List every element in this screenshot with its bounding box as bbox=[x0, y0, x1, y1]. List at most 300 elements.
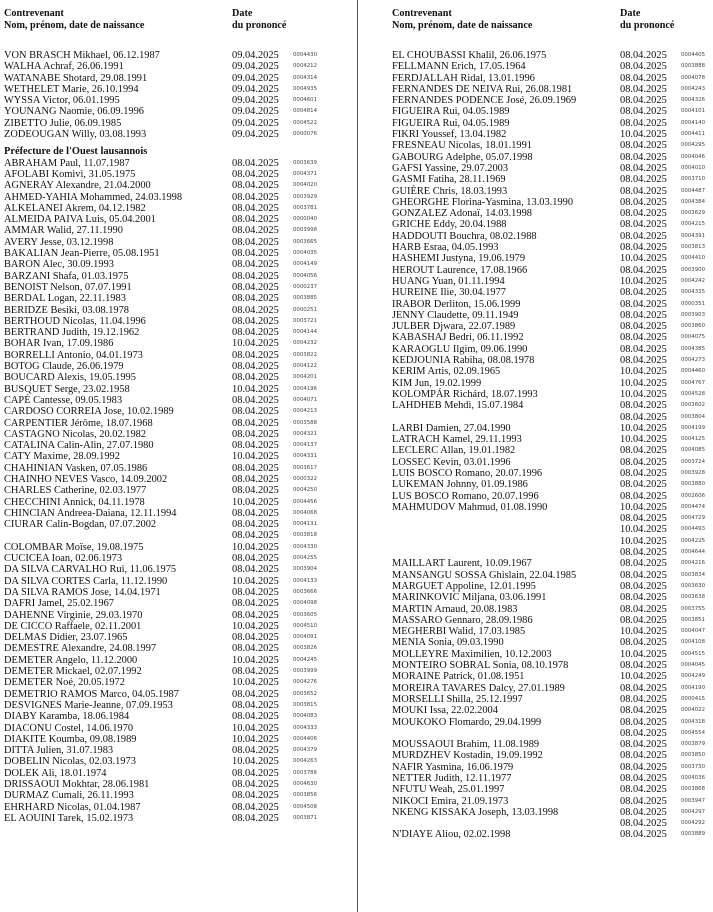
person-name: BORRELLI Antonio, 04.01.1973 bbox=[4, 349, 143, 361]
person-name: NFUTU Weah, 25.01.1997 bbox=[392, 784, 505, 796]
person-name: DA SILVA RAMOS Jose, 14.04.1971 bbox=[4, 586, 161, 598]
person-name: MEGHERBI Walid, 17.03.1985 bbox=[392, 626, 526, 638]
case-code: 0004644 bbox=[681, 549, 706, 556]
case-code: 0003822 bbox=[293, 351, 318, 358]
pronounce-date: 08.04.2025 bbox=[620, 332, 667, 344]
right-column bbox=[392, 8, 709, 841]
person-name: CHAHINIAN Vasken, 07.05.1986 bbox=[4, 462, 148, 474]
list-item bbox=[392, 50, 709, 61]
pronounce-date: 08.04.2025 bbox=[232, 157, 279, 169]
case-code: 0004122 bbox=[293, 363, 318, 370]
list-item bbox=[392, 400, 709, 411]
pronounce-date: 08.04.2025 bbox=[620, 174, 667, 186]
list-item-extra bbox=[392, 818, 709, 829]
list-item bbox=[392, 332, 709, 343]
person-name: GASMI Fatiha, 28.11.1969 bbox=[392, 174, 506, 186]
pronounce-date: 09.04.2025 bbox=[232, 129, 279, 141]
person-name: ZIBETTO Julie, 06.09.1985 bbox=[4, 117, 122, 129]
pronounce-date: 10.04.2025 bbox=[620, 422, 667, 434]
list-item bbox=[392, 344, 709, 355]
list-item bbox=[4, 474, 349, 485]
pronounce-date: 08.04.2025 bbox=[232, 406, 279, 418]
case-code: 0004405 bbox=[681, 52, 706, 58]
case-code: 0003781 bbox=[293, 204, 318, 211]
list-item bbox=[4, 106, 349, 117]
person-name: FELLMANN Erich, 17.05.1964 bbox=[392, 61, 526, 73]
person-name: DA SILVA CARVALHO Rui, 11.06.1975 bbox=[4, 564, 177, 576]
list-item bbox=[4, 129, 349, 140]
pronounce-date: 08.04.2025 bbox=[232, 394, 279, 406]
person-name: DIABY Karamba, 18.06.1984 bbox=[4, 711, 130, 723]
pronounce-date: 08.04.2025 bbox=[620, 83, 667, 95]
pronounce-date: 08.04.2025 bbox=[232, 688, 279, 700]
pronounce-date: 09.04.2025 bbox=[232, 95, 279, 107]
list-item bbox=[392, 829, 709, 840]
list-item bbox=[392, 649, 709, 660]
list-item bbox=[4, 700, 349, 711]
case-code: 0003721 bbox=[293, 317, 318, 324]
case-code: 0004131 bbox=[293, 521, 318, 528]
date-header-right bbox=[620, 8, 674, 31]
case-code: 0004213 bbox=[293, 408, 318, 415]
list-item bbox=[4, 259, 349, 270]
left-header bbox=[4, 8, 349, 36]
list-item bbox=[4, 180, 349, 191]
list-item bbox=[392, 773, 709, 784]
case-code: 0004384 bbox=[681, 198, 706, 205]
list-item-extra bbox=[392, 536, 709, 547]
pronounce-date: 08.04.2025 bbox=[232, 553, 279, 565]
pronounce-date: 08.04.2025 bbox=[620, 467, 667, 479]
pronounce-date: 08.04.2025 bbox=[620, 784, 667, 796]
pronounce-date: 10.04.2025 bbox=[620, 535, 667, 547]
person-name: BERTHOUD Nicolas, 11.04.1996 bbox=[4, 315, 146, 327]
pronounce-date: 08.04.2025 bbox=[620, 355, 667, 367]
case-code: 0003629 bbox=[681, 210, 706, 217]
pronounce-date: 08.04.2025 bbox=[620, 705, 667, 717]
list-item bbox=[4, 372, 349, 383]
pronounce-date: 08.04.2025 bbox=[232, 281, 279, 293]
list-item bbox=[4, 203, 349, 214]
list-item bbox=[4, 118, 349, 129]
list-item bbox=[392, 140, 709, 151]
name-header bbox=[4, 8, 144, 31]
case-code: 0003860 bbox=[681, 323, 706, 330]
pronounce-date: 08.04.2025 bbox=[620, 61, 667, 73]
right-list bbox=[392, 50, 709, 841]
case-code: 0004091 bbox=[293, 634, 318, 641]
pronounce-date: 08.04.2025 bbox=[620, 806, 667, 818]
list-item bbox=[392, 502, 709, 513]
pronounce-date: 08.04.2025 bbox=[620, 162, 667, 174]
list-item bbox=[392, 355, 709, 366]
list-item bbox=[4, 632, 349, 643]
person-name: DEMETER Angelo, 11.12.2000 bbox=[4, 654, 138, 666]
list-item bbox=[392, 299, 709, 310]
case-code: 0003880 bbox=[681, 481, 706, 488]
list-item bbox=[4, 802, 349, 813]
list-item bbox=[392, 660, 709, 671]
list-item bbox=[392, 592, 709, 603]
pronounce-date: 10.04.2025 bbox=[620, 366, 667, 378]
list-item bbox=[4, 677, 349, 688]
pronounce-date: 08.04.2025 bbox=[620, 298, 667, 310]
person-name: HEROUT Laurence, 17.08.1966 bbox=[392, 264, 528, 276]
list-item bbox=[392, 445, 709, 456]
pronounce-date: 10.04.2025 bbox=[620, 626, 667, 638]
list-item bbox=[392, 479, 709, 490]
case-code: 0003652 bbox=[293, 690, 318, 697]
case-code: 0003947 bbox=[681, 797, 706, 804]
pronounce-date: 08.04.2025 bbox=[620, 400, 667, 412]
case-code: 0003730 bbox=[681, 763, 706, 770]
case-code: 0000351 bbox=[681, 300, 706, 307]
case-code: 0004242 bbox=[681, 277, 706, 284]
list-item-extra bbox=[392, 524, 709, 535]
list-item-extra bbox=[392, 513, 709, 524]
case-code: 0004333 bbox=[293, 724, 318, 731]
person-name: WETHELET Marie, 26.10.1994 bbox=[4, 83, 139, 95]
case-code: 0004411 bbox=[681, 131, 706, 138]
pronounce-date: 08.04.2025 bbox=[620, 309, 667, 321]
pronounce-date: 08.04.2025 bbox=[620, 716, 667, 728]
case-code: 0004456 bbox=[293, 498, 318, 505]
case-code: 0004371 bbox=[293, 170, 318, 177]
pronounce-date: 08.04.2025 bbox=[620, 151, 667, 163]
person-name: MOLLEYRE Maximilien, 10.12.2003 bbox=[392, 648, 552, 660]
list-item bbox=[392, 389, 709, 400]
case-code: 0004212 bbox=[293, 63, 318, 70]
case-code: 0003868 bbox=[681, 786, 706, 793]
list-item bbox=[392, 807, 709, 818]
person-name: MARGUET Appoline, 12.01.1995 bbox=[392, 580, 536, 592]
case-code: 0004729 bbox=[681, 515, 706, 522]
pronounce-date: 08.04.2025 bbox=[232, 711, 279, 723]
pronounce-date: 09.04.2025 bbox=[232, 83, 279, 95]
case-code: 0004020 bbox=[293, 182, 318, 189]
case-code: 0004460 bbox=[681, 368, 706, 375]
pronounce-date: 08.04.2025 bbox=[232, 202, 279, 214]
pronounce-date: 10.04.2025 bbox=[232, 575, 279, 587]
list-item bbox=[4, 790, 349, 801]
column-divider bbox=[357, 0, 358, 912]
person-name: JULBER Djwara, 22.07.1989 bbox=[392, 321, 516, 333]
case-code: 0004314 bbox=[293, 74, 318, 81]
pronounce-date: 08.04.2025 bbox=[232, 801, 279, 813]
list-item bbox=[4, 643, 349, 654]
person-name: NAFIR Yasmina, 16.06.1979 bbox=[392, 761, 514, 773]
person-name: KABASHAJ Bedri, 06.11.1992 bbox=[392, 332, 524, 344]
pronounce-date: 08.04.2025 bbox=[620, 411, 667, 423]
case-code: 0004814 bbox=[293, 108, 318, 115]
list-item bbox=[4, 734, 349, 745]
list-item bbox=[4, 779, 349, 790]
case-code: 0003617 bbox=[293, 464, 318, 471]
list-item bbox=[4, 768, 349, 779]
case-code: 0003602 bbox=[681, 402, 706, 409]
case-code: 0004493 bbox=[681, 526, 706, 533]
list-item-extra bbox=[392, 412, 709, 423]
person-name: DITTA Julien, 31.07.1983 bbox=[4, 745, 114, 757]
case-code: 0004215 bbox=[681, 221, 706, 228]
person-name: KEDJOUNIA Rabiha, 08.08.1978 bbox=[392, 355, 535, 367]
list-item bbox=[392, 671, 709, 682]
case-code: 0004406 bbox=[293, 735, 318, 742]
list-item bbox=[4, 95, 349, 106]
person-name: DRISSAOUI Mokhtar, 28.06.1981 bbox=[4, 779, 150, 790]
case-code: 0004216 bbox=[681, 560, 706, 567]
person-name: WYSSA Victor, 06.01.1995 bbox=[4, 95, 120, 107]
pronounce-date: 08.04.2025 bbox=[620, 614, 667, 626]
pronounce-date: 08.04.2025 bbox=[620, 513, 667, 525]
case-code: 0004508 bbox=[293, 803, 318, 810]
pronounce-date: 08.04.2025 bbox=[620, 693, 667, 705]
person-name: FIGUEIRA Rui, 04.05.1989 bbox=[392, 117, 510, 129]
list-item bbox=[4, 485, 349, 496]
person-name: DOBELIN Nicolas, 02.03.1973 bbox=[4, 756, 136, 768]
case-code: 0004385 bbox=[681, 345, 706, 352]
list-item bbox=[4, 756, 349, 767]
case-code: 0004232 bbox=[293, 340, 318, 347]
pronounce-date: 08.04.2025 bbox=[232, 812, 279, 824]
pronounce-date: 08.04.2025 bbox=[620, 569, 667, 581]
case-code: 0004335 bbox=[681, 289, 706, 296]
list-item bbox=[392, 95, 709, 106]
case-code: 0004276 bbox=[293, 679, 318, 686]
pronounce-date: 08.04.2025 bbox=[620, 230, 667, 242]
pronounce-date: 08.04.2025 bbox=[232, 699, 279, 711]
person-name: BOUCARD Alexis, 19.05.1995 bbox=[4, 372, 136, 384]
case-code: 0004140 bbox=[681, 119, 706, 126]
pronounce-date: 08.04.2025 bbox=[232, 304, 279, 316]
case-code: 0004326 bbox=[681, 97, 706, 104]
person-name: CHECCHINI Annick, 04.11.1978 bbox=[4, 496, 145, 508]
person-name: CHINCIAN Andreea-Daiana, 12.11.1994 bbox=[4, 507, 177, 519]
list-item bbox=[392, 604, 709, 615]
person-name: COLOMBAR Moïse, 19.08.1975 bbox=[4, 541, 144, 553]
person-name: MENIA Sonia, 09.03.1990 bbox=[392, 637, 504, 649]
pronounce-date: 08.04.2025 bbox=[232, 270, 279, 282]
pronounce-date: 08.04.2025 bbox=[232, 609, 279, 621]
pronounce-date: 10.04.2025 bbox=[620, 129, 667, 141]
person-name: MOUSSAOUI Brahim, 11.08.1989 bbox=[392, 739, 540, 751]
list-item bbox=[4, 395, 349, 406]
person-name: BOTOG Claude, 26.06.1979 bbox=[4, 361, 124, 373]
person-name: GONZALEZ Adonaï, 14.03.1998 bbox=[392, 208, 532, 220]
case-code: 0003605 bbox=[293, 611, 318, 618]
list-item bbox=[4, 192, 349, 203]
case-code: 0004022 bbox=[681, 707, 706, 714]
person-name: CUCICEA Ioan, 02.06.1973 bbox=[4, 553, 123, 565]
pronounce-date: 10.04.2025 bbox=[620, 388, 667, 400]
pronounce-date: 08.04.2025 bbox=[620, 773, 667, 784]
case-code: 0004331 bbox=[293, 453, 318, 460]
person-name: GHEORGHE Florina-Yasmina, 13.03.1990 bbox=[392, 196, 574, 208]
pronounce-date: 10.04.2025 bbox=[620, 253, 667, 265]
case-code: 0004071 bbox=[293, 396, 318, 403]
case-code: 0004245 bbox=[293, 656, 318, 663]
pronounce-date: 09.04.2025 bbox=[232, 61, 279, 73]
list-item bbox=[4, 225, 349, 236]
person-name: CHAINHO NEVES Vasco, 14.09.2002 bbox=[4, 473, 168, 485]
list-item bbox=[4, 587, 349, 598]
case-code: 0004255 bbox=[293, 555, 318, 562]
pronounce-date: 08.04.2025 bbox=[232, 530, 279, 542]
pronounce-date: 08.04.2025 bbox=[232, 191, 279, 203]
case-code: 0003588 bbox=[293, 419, 318, 426]
person-name: CARDOSO CORREIA Jose, 10.02.1989 bbox=[4, 406, 174, 418]
person-name: AGNERAY Alexandre, 21.04.2000 bbox=[4, 180, 151, 192]
list-item bbox=[4, 621, 349, 632]
pronounce-date: 08.04.2025 bbox=[232, 507, 279, 519]
pronounce-date: 08.04.2025 bbox=[620, 106, 667, 118]
case-code: 0004199 bbox=[681, 424, 706, 431]
list-item bbox=[392, 434, 709, 445]
person-name: LUKEMAN Johnny, 01.09.1986 bbox=[392, 479, 528, 491]
list-item bbox=[392, 106, 709, 117]
list-item bbox=[392, 750, 709, 761]
person-name: DESVIGNES Marie-Jeanne, 07.09.1953 bbox=[4, 699, 173, 711]
case-code: 0003889 bbox=[681, 831, 706, 838]
list-item bbox=[4, 84, 349, 95]
name-header-right bbox=[392, 8, 532, 31]
list-item bbox=[392, 129, 709, 140]
person-name: MORAINE Patrick, 01.08.1951 bbox=[392, 671, 525, 683]
pronounce-date: 08.04.2025 bbox=[620, 795, 667, 807]
pronounce-date: 10.04.2025 bbox=[620, 377, 667, 389]
pronounce-date: 08.04.2025 bbox=[620, 185, 667, 197]
list-item bbox=[4, 451, 349, 462]
person-name: DIAKITE Koumba, 09.08.1989 bbox=[4, 733, 137, 745]
case-code: 0003900 bbox=[681, 266, 706, 273]
person-name: LAHDHEB Mehdi, 15.07.1984 bbox=[392, 400, 524, 412]
person-name: BENOIST Nelson, 07.07.1991 bbox=[4, 281, 132, 293]
pronounce-date: 08.04.2025 bbox=[232, 779, 279, 790]
case-code: 0004190 bbox=[681, 684, 706, 691]
list-item bbox=[392, 152, 709, 163]
person-name: DA SILVA CORTES Carla, 11.12.1990 bbox=[4, 575, 168, 587]
case-code: 0004036 bbox=[681, 775, 706, 781]
case-code: 0003871 bbox=[293, 814, 318, 821]
case-code: 0004554 bbox=[681, 729, 706, 736]
pronounce-date: 08.04.2025 bbox=[232, 214, 279, 226]
list-item bbox=[4, 813, 349, 824]
list-item bbox=[4, 61, 349, 72]
pronounce-date: 10.04.2025 bbox=[620, 434, 667, 446]
list-item bbox=[4, 327, 349, 338]
case-code: 0004078 bbox=[681, 74, 706, 81]
person-name: FERNANDES PODENCE José, 26.09.1969 bbox=[392, 95, 577, 107]
case-code: 0003755 bbox=[681, 605, 706, 612]
person-name: HUANG Yuan, 01.11.1994 bbox=[392, 275, 505, 287]
pronounce-date: 08.04.2025 bbox=[232, 745, 279, 757]
left-list bbox=[4, 158, 349, 825]
pronounce-date: 08.04.2025 bbox=[232, 632, 279, 644]
list-item bbox=[4, 440, 349, 451]
case-code: 0000237 bbox=[293, 283, 318, 290]
list-item bbox=[4, 745, 349, 756]
pronounce-date: 08.04.2025 bbox=[232, 428, 279, 440]
list-item bbox=[4, 293, 349, 304]
list-item bbox=[392, 615, 709, 626]
person-name: CIURAR Calin-Bogdan, 07.07.2002 bbox=[4, 519, 157, 531]
list-item bbox=[4, 429, 349, 440]
list-item bbox=[392, 570, 709, 581]
list-item bbox=[392, 61, 709, 72]
list-item bbox=[392, 468, 709, 479]
person-name: MANSANGU SOSSA Ghislain, 22.04.1985 bbox=[392, 569, 577, 581]
pronounce-date: 10.04.2025 bbox=[232, 338, 279, 350]
list-item bbox=[4, 361, 349, 372]
person-name: FIKRI Youssef, 13.04.1982 bbox=[392, 129, 507, 141]
case-code: 0004330 bbox=[293, 543, 318, 550]
case-code: 0003834 bbox=[681, 571, 706, 578]
pronounce-date: 10.04.2025 bbox=[620, 648, 667, 660]
date-header bbox=[232, 8, 286, 31]
person-name: FRESNEAU Nicolas, 18.01.1991 bbox=[392, 140, 532, 152]
case-code: 0004515 bbox=[681, 650, 706, 657]
person-name: MOUKI Issa, 22.02.2004 bbox=[392, 705, 498, 717]
person-name: BUSQUET Serge, 23.02.1958 bbox=[4, 383, 130, 395]
case-code: 0004085 bbox=[681, 447, 706, 454]
pronounce-date: 10.04.2025 bbox=[620, 524, 667, 536]
pronounce-date: 08.04.2025 bbox=[232, 643, 279, 655]
pronounce-date: 08.04.2025 bbox=[620, 479, 667, 491]
case-code: 0003856 bbox=[293, 792, 318, 799]
pronounce-date: 10.04.2025 bbox=[232, 620, 279, 632]
pronounce-date: 08.04.2025 bbox=[232, 248, 279, 260]
list-item bbox=[392, 491, 709, 502]
name-header-line1-right: Contrevenant bbox=[392, 8, 452, 19]
person-name: AHMED-YAHIA Mohammed, 24.03.1998 bbox=[4, 191, 183, 203]
person-name: AMMAR Walid, 27.11.1990 bbox=[4, 225, 123, 237]
case-code: 0004522 bbox=[293, 119, 318, 126]
list-item bbox=[4, 248, 349, 259]
pronounce-date: 08.04.2025 bbox=[232, 168, 279, 180]
pronounce-date: 08.04.2025 bbox=[620, 242, 667, 254]
pronounce-date: 10.04.2025 bbox=[232, 756, 279, 768]
person-name: BARZANI Shafa, 01.03.1975 bbox=[4, 270, 129, 282]
person-name: FERDJALLAH Ridal, 13.01.1996 bbox=[392, 72, 535, 84]
pronounce-date: 08.04.2025 bbox=[232, 462, 279, 474]
person-name: AVERY Jesse, 03.12.1998 bbox=[4, 236, 114, 248]
person-name: BERIDZE Besiki, 03.08.1978 bbox=[4, 304, 129, 316]
person-name: EHRHARD Nicolas, 01.04.1987 bbox=[4, 801, 141, 813]
case-code: 0000076 bbox=[293, 131, 318, 138]
case-code: 0003710 bbox=[681, 176, 706, 183]
case-code: 0003818 bbox=[293, 532, 318, 539]
pronounce-date: 08.04.2025 bbox=[620, 750, 667, 762]
list-item bbox=[4, 666, 349, 677]
list-item bbox=[392, 276, 709, 287]
pronounce-date: 08.04.2025 bbox=[232, 315, 279, 327]
name-header-line2: Nom, prénom, date de naissance bbox=[4, 19, 145, 31]
case-code: 0000040 bbox=[293, 216, 318, 223]
person-name: DEMESTRE Alexandre, 24.08.1997 bbox=[4, 643, 157, 655]
case-code: 0004487 bbox=[681, 187, 706, 194]
case-code: 0003813 bbox=[681, 244, 706, 251]
pronounce-date: 08.04.2025 bbox=[620, 208, 667, 220]
person-name: DAHENNE Virginie, 29.03.1970 bbox=[4, 609, 143, 621]
pronounce-date: 08.04.2025 bbox=[620, 682, 667, 694]
pronounce-date: 08.04.2025 bbox=[620, 547, 667, 559]
person-name: IRABOR Derliton, 15.06.1999 bbox=[392, 298, 521, 310]
pronounce-date: 08.04.2025 bbox=[232, 236, 279, 248]
case-code: 0004045 bbox=[681, 662, 706, 669]
case-code: 0004273 bbox=[681, 357, 706, 364]
case-code: 0003665 bbox=[293, 238, 318, 245]
case-code: 0000251 bbox=[293, 306, 318, 313]
